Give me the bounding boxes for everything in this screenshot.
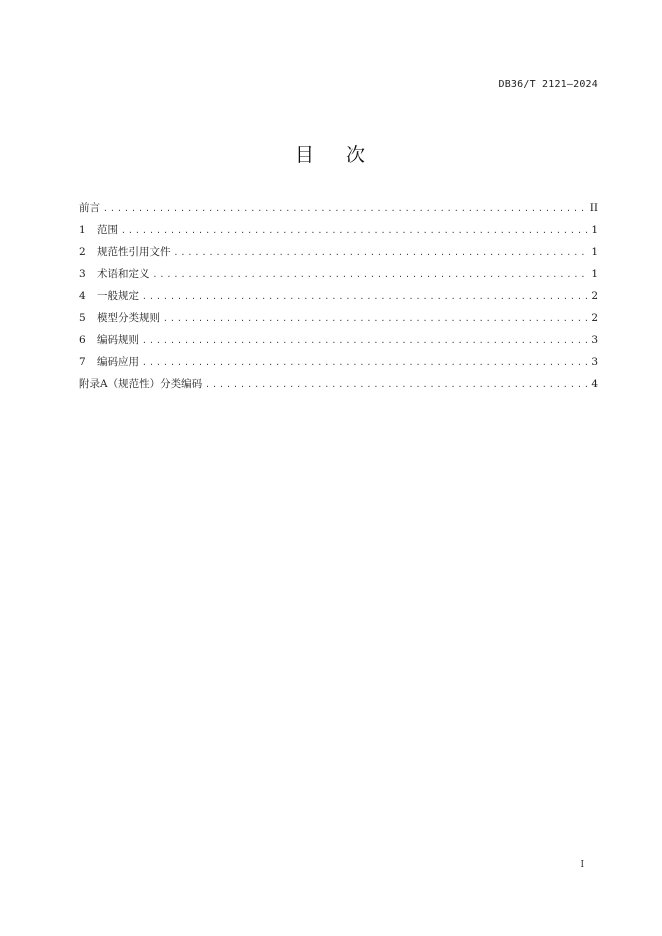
toc-page-number: 1 bbox=[591, 224, 598, 236]
toc-leader-dots bbox=[163, 310, 588, 327]
toc-label: 模型分类规则 bbox=[97, 312, 160, 324]
toc-page-number: 3 bbox=[591, 334, 598, 346]
toc-label: 一般规定 bbox=[97, 290, 139, 302]
toc-page-number: 2 bbox=[591, 312, 598, 324]
toc-leader-dots bbox=[103, 200, 587, 217]
toc-number: 6 bbox=[79, 334, 86, 346]
toc-page-number: II bbox=[589, 202, 598, 214]
toc-label: 范围 bbox=[97, 224, 118, 236]
toc-number: 5 bbox=[79, 312, 86, 324]
title-char-2: 次 bbox=[346, 144, 368, 166]
toc-page-number: 2 bbox=[591, 290, 598, 302]
toc-number: 1 bbox=[79, 224, 86, 236]
toc-label: 附录A（规范性）分类编码 bbox=[79, 378, 203, 390]
toc-leader-dots bbox=[205, 376, 588, 393]
toc-label: 术语和定义 bbox=[97, 268, 150, 280]
toc-page-number: 1 bbox=[591, 268, 598, 280]
toc-leader-dots bbox=[142, 354, 588, 371]
toc-number: 2 bbox=[79, 246, 86, 258]
toc-leader-dots bbox=[174, 244, 589, 261]
toc-label: 编码规则 bbox=[97, 334, 139, 346]
table-of-contents bbox=[79, 200, 598, 398]
title-char-1: 目 bbox=[294, 144, 316, 166]
toc-number: 4 bbox=[79, 290, 86, 302]
toc-item-foreword[interactable] bbox=[79, 200, 598, 222]
toc-number: 3 bbox=[79, 268, 86, 280]
toc-page-number: 1 bbox=[591, 246, 598, 258]
toc-label: 前言 bbox=[79, 202, 100, 214]
toc-page-number: 4 bbox=[591, 378, 598, 390]
toc-leader-dots bbox=[121, 222, 588, 239]
page-number: I bbox=[580, 860, 584, 870]
toc-item-coding-application[interactable] bbox=[79, 354, 598, 376]
toc-leader-dots bbox=[153, 266, 589, 283]
toc-item-coding-rules[interactable] bbox=[79, 332, 598, 354]
toc-leader-dots bbox=[142, 288, 588, 305]
toc-leader-dots bbox=[142, 332, 588, 349]
toc-item-normative-references[interactable] bbox=[79, 244, 598, 266]
standard-code: DB36/T 2121—2024 bbox=[498, 79, 598, 90]
toc-number: 7 bbox=[79, 356, 86, 368]
toc-page-number: 3 bbox=[591, 356, 598, 368]
toc-label: 编码应用 bbox=[97, 356, 139, 368]
toc-item-terms-definitions[interactable] bbox=[79, 266, 598, 288]
toc-item-model-classification-rules[interactable] bbox=[79, 310, 598, 332]
toc-item-appendix-a[interactable] bbox=[79, 376, 598, 398]
toc-item-scope[interactable] bbox=[79, 222, 598, 244]
toc-label: 规范性引用文件 bbox=[97, 246, 171, 258]
page-title bbox=[0, 140, 662, 167]
toc-item-general-provisions[interactable] bbox=[79, 288, 598, 310]
